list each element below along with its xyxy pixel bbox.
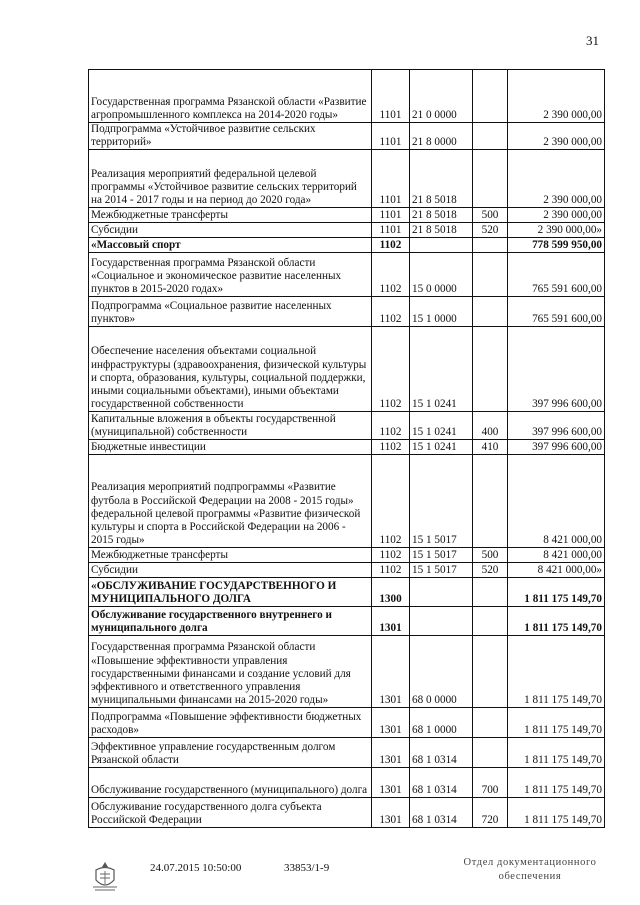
row-name-cell: Подпрограмма «Повышение эффективности бюджетных расходов»	[89, 708, 372, 738]
row-name-cell: Подпрограмма «Социальное развитие населенных пунктов»	[89, 297, 372, 327]
table-row	[89, 455, 605, 548]
row-target-article-cell: 68 1 0314	[410, 738, 473, 768]
row-expense-type-cell: 400	[473, 412, 508, 440]
table-row	[89, 123, 605, 150]
row-expense-type-cell: 500	[473, 548, 508, 563]
table-row	[89, 768, 605, 798]
footer-dept-line1: Отдел документационного	[463, 857, 597, 868]
row-target-article-cell: 15 1 5017	[410, 455, 473, 548]
row-amount-cell: 765 591 600,00	[508, 297, 605, 327]
row-section-cell: 1301	[372, 607, 410, 636]
row-target-article-cell	[410, 607, 473, 636]
row-expense-type-cell	[473, 123, 508, 150]
row-name-cell: Межбюджетные трансферты	[89, 208, 372, 223]
table-row	[89, 738, 605, 768]
row-expense-type-cell	[473, 327, 508, 412]
row-target-article-cell: 68 1 0314	[410, 768, 473, 798]
row-name-cell: Субсидии	[89, 223, 372, 238]
row-target-article-cell: 15 0 0000	[410, 253, 473, 297]
table-row	[89, 208, 605, 223]
row-name-cell: Бюджетные инвестиции	[89, 440, 372, 455]
row-name-cell: Реализация мероприятий федеральной целевой программы «Устойчивое развитие сельских территорий на 2014 - 2017 годы и на период до 2020 года»	[89, 150, 372, 208]
row-name-cell: Подпрограмма «Устойчивое развитие сельских территорий»	[89, 123, 372, 150]
row-target-article-cell: 15 1 5017	[410, 548, 473, 563]
row-expense-type-cell	[473, 70, 508, 123]
row-section-cell: 1101	[372, 208, 410, 223]
row-section-cell: 1101	[372, 70, 410, 123]
row-target-article-cell: 21 8 5018	[410, 208, 473, 223]
row-section-cell: 1301	[372, 738, 410, 768]
row-expense-type-cell	[473, 455, 508, 548]
row-section-cell: 1301	[372, 636, 410, 708]
row-amount-cell: 397 996 600,00	[508, 327, 605, 412]
row-target-article-cell: 68 0 0000	[410, 636, 473, 708]
row-target-article-cell: 15 1 0241	[410, 440, 473, 455]
row-expense-type-cell: 720	[473, 798, 508, 828]
budget-table-body	[89, 70, 605, 828]
row-section-cell: 1102	[372, 327, 410, 412]
table-row	[89, 578, 605, 607]
row-target-article-cell: 68 1 0000	[410, 708, 473, 738]
row-amount-cell: 2 390 000,00	[508, 123, 605, 150]
footer-department-stamp	[450, 856, 610, 884]
row-section-cell: 1101	[372, 123, 410, 150]
row-expense-type-cell: 700	[473, 768, 508, 798]
row-expense-type-cell	[473, 238, 508, 253]
row-name-cell: Обслуживание государственного (муниципального) долга	[89, 768, 372, 798]
row-section-cell: 1102	[372, 563, 410, 578]
row-target-article-cell: 21 8 5018	[410, 150, 473, 208]
row-section-cell: 1102	[372, 455, 410, 548]
table-row	[89, 607, 605, 636]
row-target-article-cell: 15 1 0241	[410, 412, 473, 440]
table-row	[89, 150, 605, 208]
row-amount-cell: 1 811 175 149,70	[508, 798, 605, 828]
row-expense-type-cell	[473, 708, 508, 738]
row-amount-cell: 2 390 000,00	[508, 208, 605, 223]
row-expense-type-cell	[473, 578, 508, 607]
row-amount-cell: 1 811 175 149,70	[508, 607, 605, 636]
table-row	[89, 223, 605, 238]
row-amount-cell: 8 421 000,00»	[508, 563, 605, 578]
row-section-cell: 1300	[372, 578, 410, 607]
row-section-cell: 1102	[372, 238, 410, 253]
row-amount-cell: 397 996 600,00	[508, 440, 605, 455]
row-amount-cell: 2 390 000,00	[508, 70, 605, 123]
table-row	[89, 440, 605, 455]
row-expense-type-cell	[473, 607, 508, 636]
coat-of-arms-stamp-icon	[90, 860, 120, 894]
row-name-cell: Эффективное управление государственным долгом Рязанской области	[89, 738, 372, 768]
row-target-article-cell: 15 1 0000	[410, 297, 473, 327]
row-expense-type-cell: 500	[473, 208, 508, 223]
row-expense-type-cell: 520	[473, 563, 508, 578]
row-expense-type-cell	[473, 253, 508, 297]
table-row	[89, 70, 605, 123]
table-row	[89, 253, 605, 297]
footer-dept-line2: обеспечения	[498, 871, 562, 882]
row-amount-cell: 8 421 000,00	[508, 548, 605, 563]
row-section-cell: 1101	[372, 150, 410, 208]
row-section-cell: 1102	[372, 412, 410, 440]
row-target-article-cell: 68 1 0314	[410, 798, 473, 828]
page-footer	[0, 858, 640, 905]
table-row	[89, 548, 605, 563]
row-amount-cell: 2 390 000,00	[508, 150, 605, 208]
row-name-cell: Субсидии	[89, 563, 372, 578]
row-section-cell: 1301	[372, 708, 410, 738]
table-row	[89, 636, 605, 708]
row-amount-cell: 397 996 600,00	[508, 412, 605, 440]
row-name-cell: Государственная программа Рязанской области «Социальное и экономическое развитие населенных пунктов в 2015-2020 годах»	[89, 253, 372, 297]
row-name-cell: Реализация мероприятий подпрограммы «Развитие футбола в Российской Федерации на 2008 - 2015 годы» федеральной целевой программы «Развитие физической культуры и спорта в Российской Федерации на 2006 - 2015 годы»	[89, 455, 372, 548]
row-target-article-cell: 15 1 5017	[410, 563, 473, 578]
row-name-cell: «Массовый спорт	[89, 238, 372, 253]
row-amount-cell: 1 811 175 149,70	[508, 708, 605, 738]
footer-datetime: 24.07.2015 10:50:00	[150, 862, 242, 874]
row-section-cell: 1102	[372, 253, 410, 297]
table-row	[89, 708, 605, 738]
table-row	[89, 563, 605, 578]
row-expense-type-cell	[473, 738, 508, 768]
row-section-cell: 1102	[372, 297, 410, 327]
row-target-article-cell	[410, 238, 473, 253]
row-amount-cell: 1 811 175 149,70	[508, 636, 605, 708]
table-row	[89, 297, 605, 327]
row-target-article-cell: 21 8 5018	[410, 223, 473, 238]
row-expense-type-cell	[473, 150, 508, 208]
row-amount-cell: 765 591 600,00	[508, 253, 605, 297]
row-target-article-cell: 21 8 0000	[410, 123, 473, 150]
table-row	[89, 238, 605, 253]
table-row	[89, 798, 605, 828]
row-target-article-cell: 15 1 0241	[410, 327, 473, 412]
row-amount-cell: 1 811 175 149,70	[508, 738, 605, 768]
row-amount-cell: 1 811 175 149,70	[508, 768, 605, 798]
row-name-cell: Государственная программа Рязанской области «Развитие агропромышленного комплекса на 2014-2020 годы»	[89, 70, 372, 123]
row-name-cell: Обслуживание государственного внутреннего и муниципального долга	[89, 607, 372, 636]
row-section-cell: 1101	[372, 223, 410, 238]
row-expense-type-cell	[473, 636, 508, 708]
row-amount-cell: 2 390 000,00»	[508, 223, 605, 238]
row-expense-type-cell: 520	[473, 223, 508, 238]
row-expense-type-cell: 410	[473, 440, 508, 455]
row-name-cell: «ОБСЛУЖИВАНИЕ ГОСУДАРСТВЕННОГО И МУНИЦИПАЛЬНОГО ДОЛГА	[89, 578, 372, 607]
table-row	[89, 327, 605, 412]
row-section-cell: 1301	[372, 768, 410, 798]
row-target-article-cell: 21 0 0000	[410, 70, 473, 123]
row-section-cell: 1301	[372, 798, 410, 828]
row-name-cell: Межбюджетные трансферты	[89, 548, 372, 563]
table-row	[89, 412, 605, 440]
row-name-cell: Государственная программа Рязанской области «Повышение эффективности управления государственными финансами и создание условий для эффективного и ответственного управления муниципальными финансами на 2015-2020 годы»	[89, 636, 372, 708]
row-amount-cell: 778 599 950,00	[508, 238, 605, 253]
row-section-cell: 1102	[372, 440, 410, 455]
row-amount-cell: 1 811 175 149,70	[508, 578, 605, 607]
row-amount-cell: 8 421 000,00	[508, 455, 605, 548]
row-name-cell: Обслуживание государственного долга субъекта Российской Федерации	[89, 798, 372, 828]
row-section-cell: 1102	[372, 548, 410, 563]
page-number: 31	[586, 33, 599, 48]
budget-table	[88, 69, 605, 828]
row-name-cell: Обеспечение населения объектами социальной инфраструктуры (здравоохранения, физической культуры и спорта, образования, культуры, социальной поддержки, иными социальными объектами), иными объектами государственной собственности	[89, 327, 372, 412]
footer-doc-code: 33853/1-9	[284, 862, 330, 874]
row-expense-type-cell	[473, 297, 508, 327]
row-name-cell: Капитальные вложения в объекты государственной (муниципальной) собственности	[89, 412, 372, 440]
row-target-article-cell	[410, 578, 473, 607]
